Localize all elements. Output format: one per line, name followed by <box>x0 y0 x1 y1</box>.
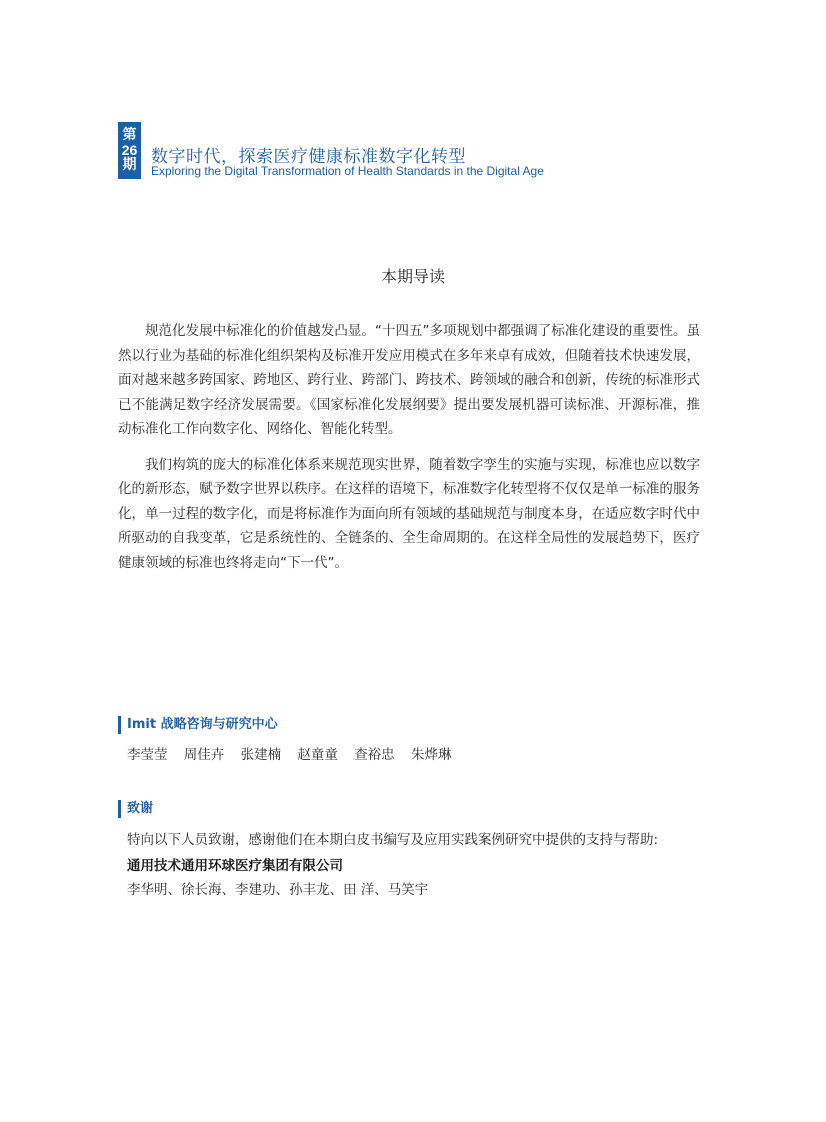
contributor-name: 周佳卉 <box>183 747 225 763</box>
acknowledged-people: 李华明、徐长海、李建功、孙丰龙、田 洋、马笑宇 <box>127 882 429 898</box>
intro-body <box>118 319 700 586</box>
acknowledgements-heading: 致谢 <box>118 800 153 818</box>
issue-title-cn: 数字时代，探索医疗健康标准数字化转型 <box>151 147 466 167</box>
issue-suffix: 期 <box>122 156 137 173</box>
contributor-name: 赵童童 <box>297 747 338 763</box>
issue-number: 26 <box>121 142 138 159</box>
contributor-name: 李莹莹 <box>127 747 168 763</box>
issue-title-en: Exploring the Digital Transformation of Health Standards in the Digital Age <box>151 164 544 178</box>
contributor-list <box>127 743 463 763</box>
contributors-heading: Imit 战略咨询与研究中心 <box>118 716 278 734</box>
acknowledgements-text: 特向以下人员致谢，感谢他们在本期白皮书编写及应用实践案例研究中提供的支持与帮助: <box>127 832 659 848</box>
contributor-name: 张建楠 <box>240 747 282 763</box>
contributor-name: 朱烨琳 <box>410 747 452 763</box>
intro-paragraph-1: 规范化发展中标准化的价值越发凸显。“十四五”多项规划中都强调了标准化建设的重要性。虽然以行业为基础的标准化组织架构及标准开发应用模式在多年来卓有成效，但随着技术快速发展，面对越来越多跨国家、跨地区、跨行业、跨部门、跨技术、跨领域的融合和创新，传统的标准形式已不能满足数字经济发展需要。《国家标准化发展纲要》提出要发展机器可读标准、开源标准，推动标准化工作向数字化、网络化、智能化转型。 <box>118 323 700 437</box>
acknowledged-organization: 通用技术通用环球医疗集团有限公司 <box>127 858 343 874</box>
intro-paragraph-2: 我们构筑的庞大的标准化体系来规范现实世界，随着数字孪生的实施与实现，标准也应以数字化的新形态，赋予数字世界以秩序。在这样的语境下，标准数字化转型将不仅仅是单一标准的服务化，单一过程的数字化，而是将标准作为面向所有领域的基础规范与制度本身，在适应数字时代中所驱动的自我变革，它是系统性的、全链条的、全生命周期的。在这样全局性的发展趋势下，医疗健康领域的标准也终将走向“下一代”。 <box>118 456 700 571</box>
issue-prefix: 第 <box>122 127 137 144</box>
contributor-name: 查裕忠 <box>354 747 395 763</box>
intro-heading: 本期导读 <box>380 267 445 286</box>
issue-number-badge <box>118 122 141 179</box>
